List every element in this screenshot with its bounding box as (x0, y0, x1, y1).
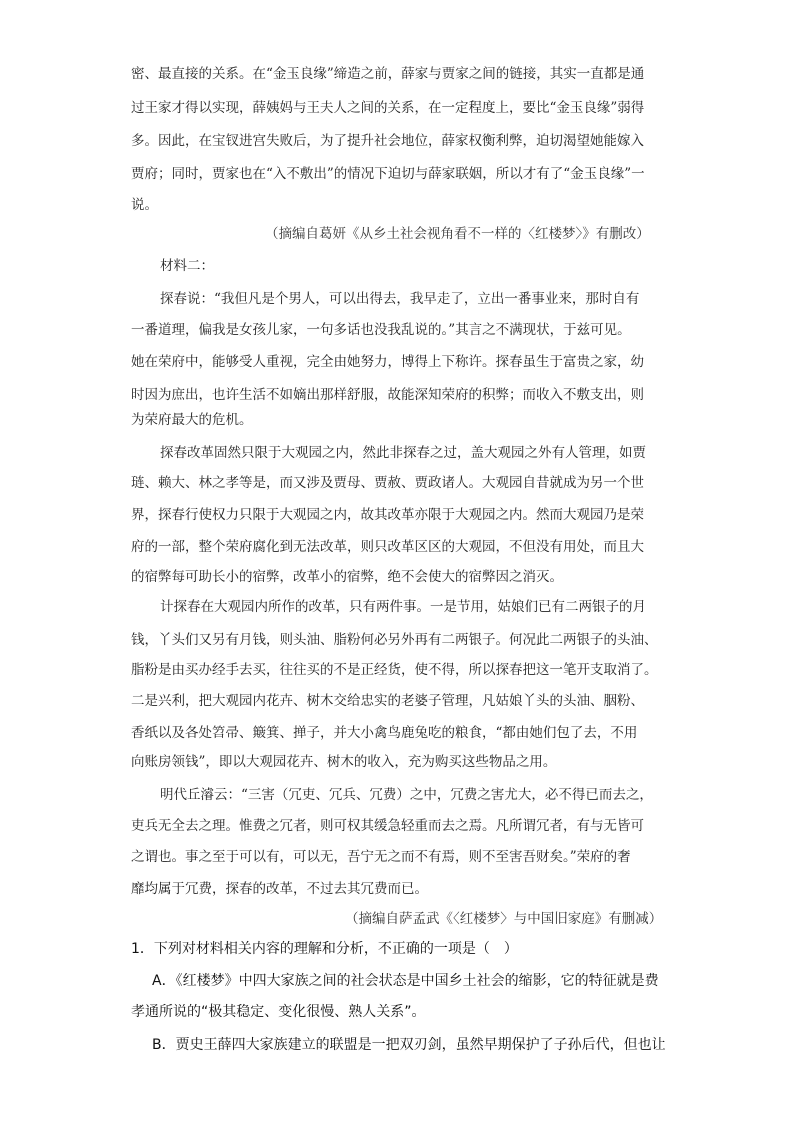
material1-line-2: 过王家才得以实现，薛姨妈与王夫人之间的关系，在一定程度上，要比“金玉良缘”弱得 (131, 100, 645, 116)
material1-line-4: 贾府；同时，贾家也在“入不敷出”的情况下迫切与薛家联姻，所以才有了“金玉良缘”一 (131, 166, 645, 182)
question-1-option-a-line-2: 孝通所说的“极其稳定、变化很慢、熟人关系”。 (131, 1004, 426, 1020)
material2-para1-line-5: 为荣府最大的危机。 (131, 412, 253, 428)
material2-heading: 材料二： (160, 258, 214, 274)
material1-source: （摘编自葛妍《从乡土社会视角看不一样的〈红楼梦〉》有删改） (265, 226, 650, 242)
material1-line-1: 密、最直接的关系。在“金玉良缘”缔造之前，薛家与贾家之间的链接，其实一直都是通 (131, 66, 645, 82)
material2-para2-line-2: 琏、赖大、林之孝等是，而又涉及贾母、贾赦、贾政诸人。大观园自昔就成为另一个世 (131, 475, 644, 491)
material2-para3-line-5: 香纸以及各处笤帚、簸箕、掸子，并大小禽鸟鹿兔吃的粮食，“都由她们包了去，不用 (131, 725, 638, 741)
material2-para1-line-3: 她在荣府中，能够受人重视，完全由她努力，博得上下称许。探春虽生于富贵之家，幼 (131, 354, 644, 370)
material1-line-3: 多。因此，在宝钗进宫失败后，为了提升社会地位，薛家权衡利弊，迫切渴望她能嫁入 (131, 133, 644, 149)
material2-para4-line-1: 明代丘濬云：“三害（冗吏、冗兵、冗费）之中，冗费之害尤大，必不得已而去之， (160, 787, 653, 803)
material1-line-5: 说。 (131, 197, 158, 213)
material2-para4-line-2: 吏兵无全去之理。惟费之冗者，则可权其缓急轻重而去之焉。凡所谓冗者，有与无皆可 (131, 818, 644, 834)
material2-para3-line-4: 二是兴利，把大观园内花卉、树木交给忠实的老婆子管理，凡姑娘丫头的头油、胭粉、 (131, 693, 644, 709)
question-1-option-b-line-1: B．贾史王薛四大家族建立的联盟是一把双刃剑，虽然早期保护了子孙后代，但也让 (152, 1037, 666, 1053)
material2-para1-line-1: 探春说：“我但凡是个男人，可以出得去，我早走了，立出一番事业来，那时自有 (160, 291, 640, 307)
material2-para2-line-5: 的宿弊每可助长小的宿弊，改革小的宿弊，绝不会使大的宿弊因之消灭。 (131, 569, 563, 585)
material2-para3-line-3: 脂粉是由买办经手去买，往往买的不是正经货，使不得，所以探春把这一笔开支取消了。 (131, 662, 658, 678)
material2-para1-line-4: 时因为庶出，也许生活不如嫡出那样舒服，故能深知荣府的积弊；而收入不敷支出，则 (131, 387, 644, 403)
material2-para4-line-4: 靡均属于冗费，探春的改革，不过去其冗费而已。 (131, 881, 428, 897)
material2-para4-line-3: 之谓也。事之至于可以有，可以无，吾宁无之而不有焉，则不至害吾财矣。”荣府的奢 (131, 849, 631, 865)
material2-para3-line-2: 钱，丫头们又另有月钱，则头油、脂粉何必另外再有二两银子。何况此二两银子的头油、 (131, 632, 658, 648)
question-1-stem: 1．下列对材料相关内容的理解和分析，不正确的一项是（ ） (131, 941, 518, 957)
material2-para1-line-2: 一番道理，偏我是女孩儿家，一句多话也没我乱说的。”其言之不满现状，于兹可见。 (131, 322, 631, 338)
question-1-option-a-line-1: A．《红楼梦》中四大家族之间的社会状态是中国乡土社会的缩影，它的特征就是费 (152, 973, 659, 989)
material2-para3-line-1: 计探春在大观园内所作的改革，只有两件事。一是节用，姑娘们已有二两银子的月 (160, 599, 646, 615)
material2-para3-line-6: 向账房领钱”，即以大观园花卉、树木的收入，充为购买这些物品之用。 (131, 754, 557, 770)
material2-source: （摘编自萨孟武《〈红楼梦〉与中国旧家庭》有删减） (345, 911, 663, 927)
material2-para2-line-4: 府的一部，整个荣府腐化到无法改革，则只改革区区的大观园，不但没有用处，而且大 (131, 539, 644, 555)
material2-para2-line-1: 探春改革固然只限于大观园之内，然此非探春之过，盖大观园之外有人管理，如贾 (160, 445, 646, 461)
material2-para2-line-3: 界，探春行使权力只限于大观园之内，故其改革亦限于大观园之内。然而大观园乃是荣 (131, 507, 644, 523)
